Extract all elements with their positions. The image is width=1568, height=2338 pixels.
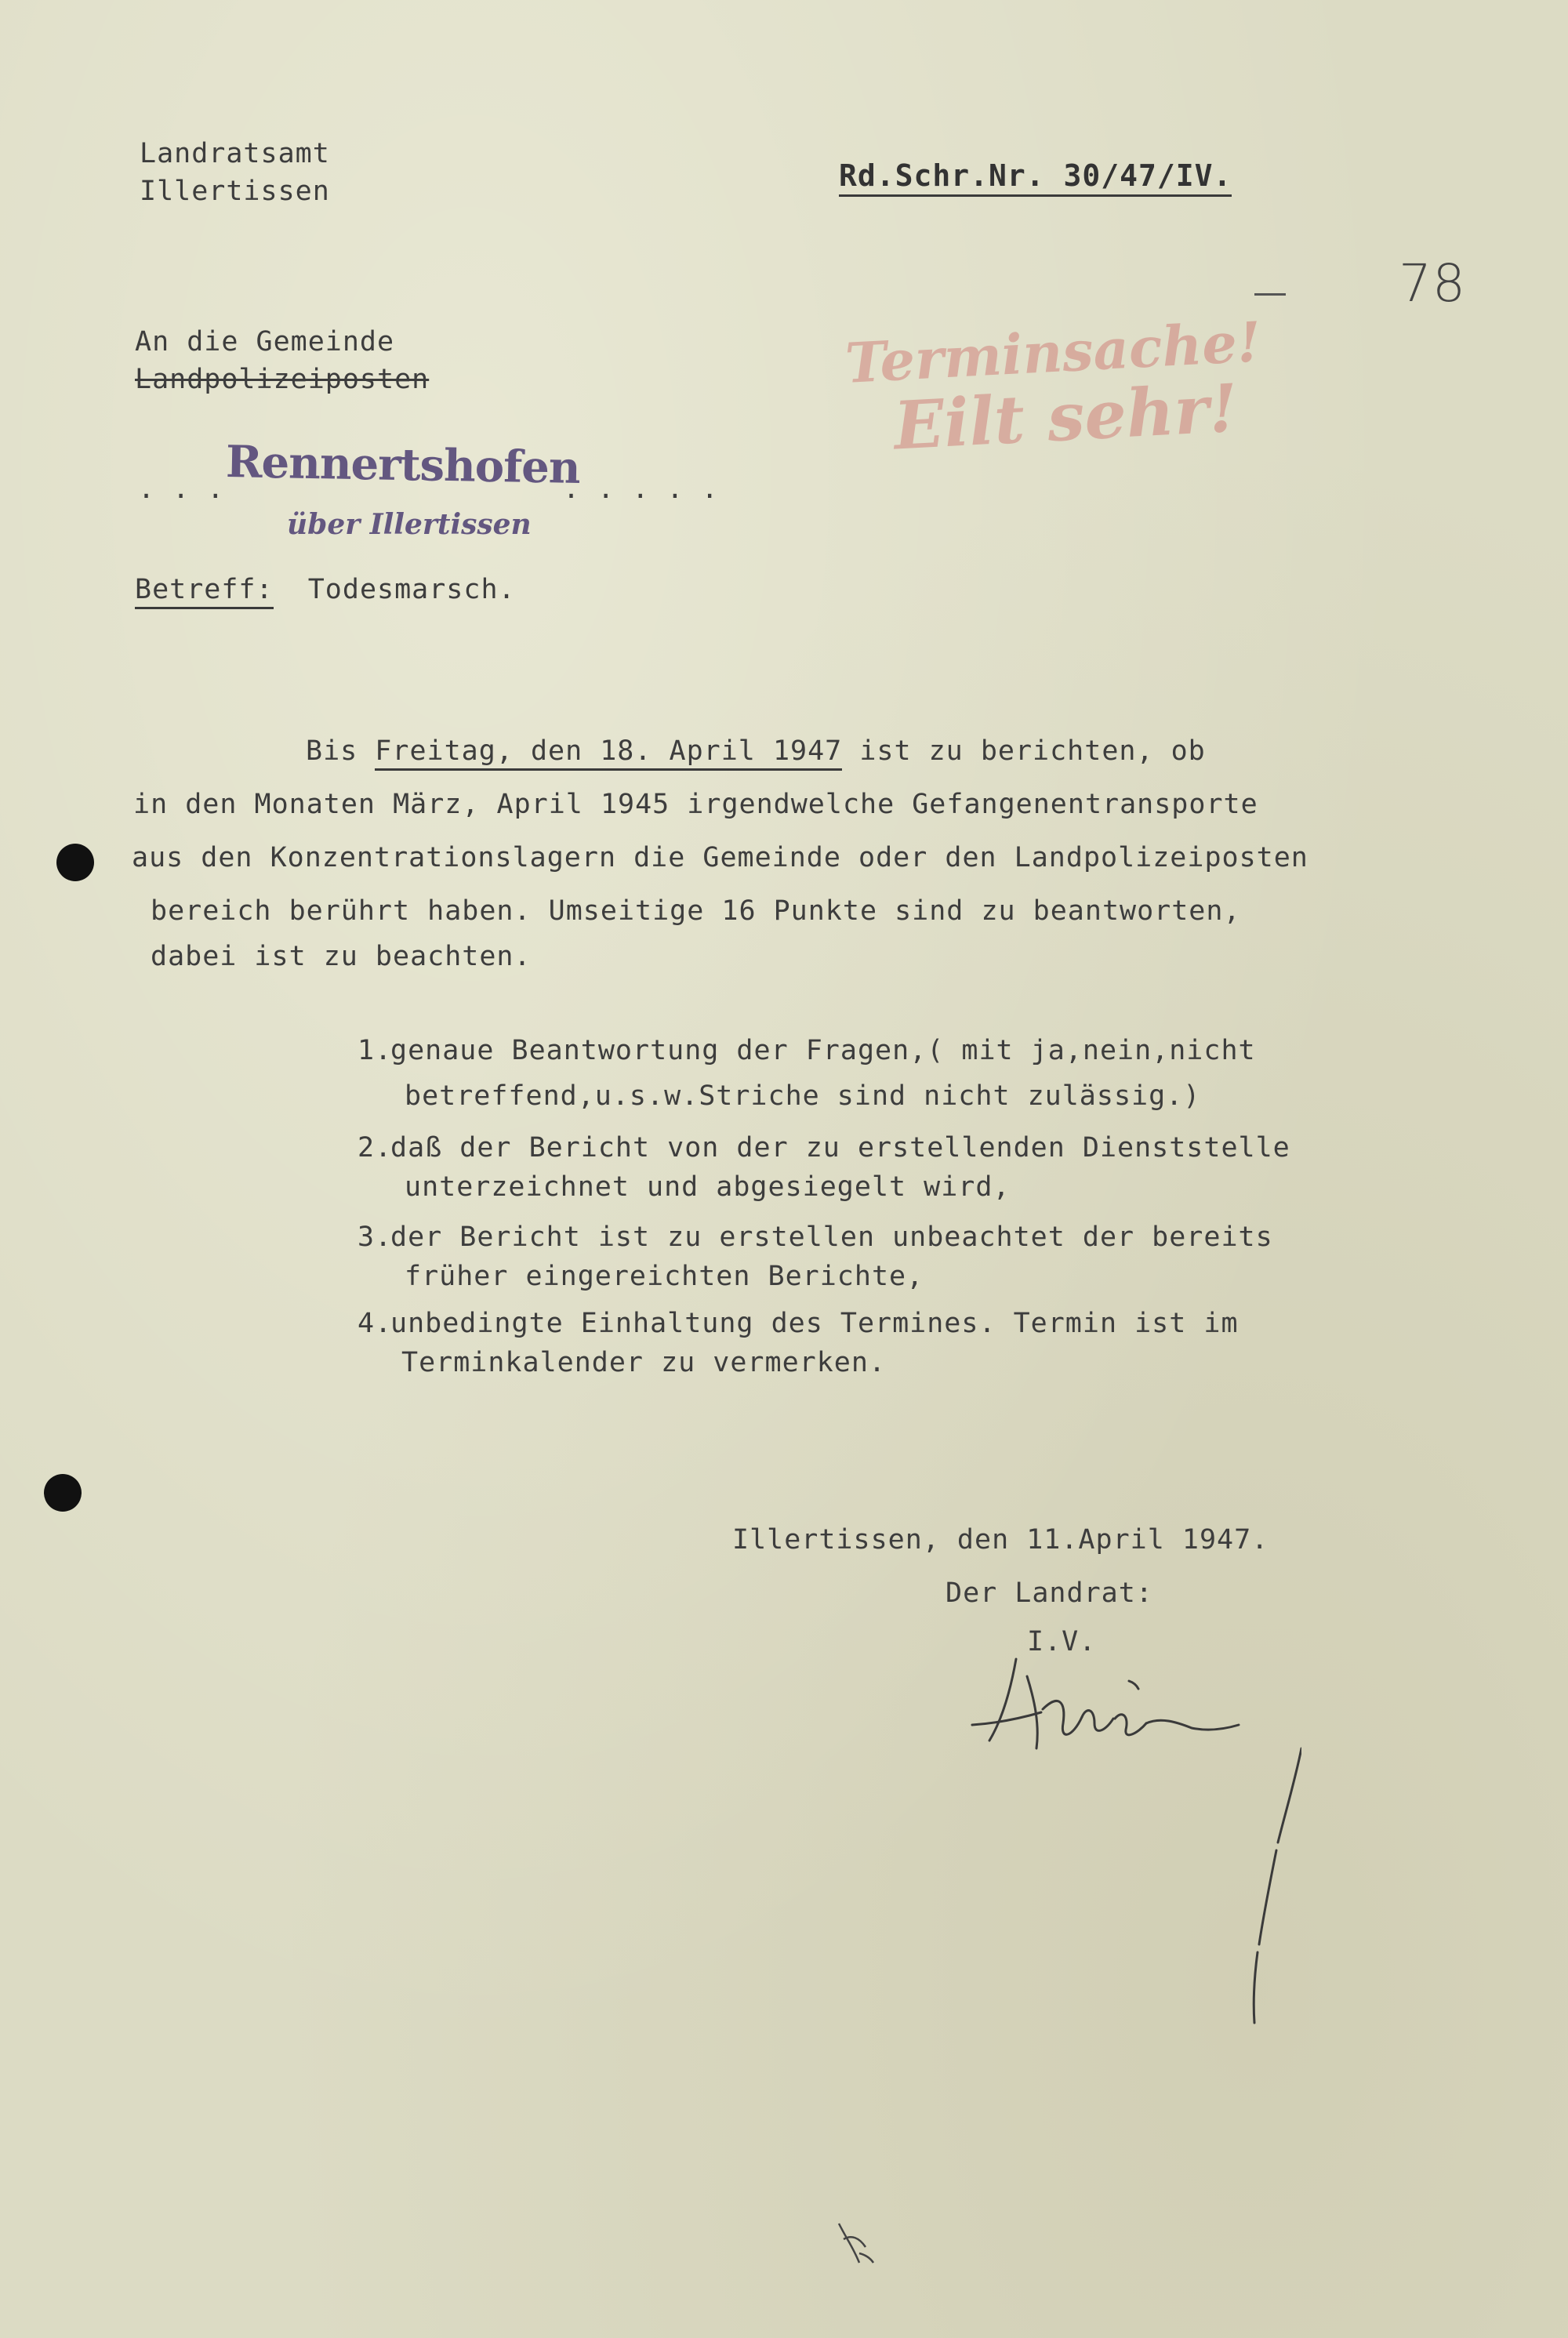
body-line-5: dabei ist zu beachten. xyxy=(151,941,532,972)
body-line-1-end: ist zu berichten, ob xyxy=(842,735,1206,767)
office-line-2: Illertissen xyxy=(140,176,330,207)
list-item-line-2: Terminkalender zu vermerken. xyxy=(401,1347,887,1378)
archive-mark-icon xyxy=(831,2216,878,2271)
list-item-number: 2. xyxy=(358,1132,393,1164)
list-item-line-2: unterzeichnet und abgesiegelt wird, xyxy=(405,1171,1011,1203)
addressee-line-2-struck: Landpolizeiposten xyxy=(135,364,430,395)
list-item-number: 3. xyxy=(358,1222,393,1253)
subject-line xyxy=(135,571,516,608)
list-item-line-1: daß der Bericht von der zu erstellenden Dienststelle xyxy=(390,1132,1290,1164)
deadline-date: Freitag, den 18. April 1947 xyxy=(375,735,842,771)
list-item-number: 1. xyxy=(358,1035,393,1066)
municipality-stamp-name: Rennertshofen xyxy=(225,436,581,494)
addressee-dots-after: . . . . . xyxy=(563,474,719,505)
place-and-date: Illertissen, den 11.April 1947. xyxy=(732,1524,1269,1556)
proxy-abbreviation: I.V. xyxy=(1027,1626,1097,1657)
subject-label: Betreff: xyxy=(135,574,274,609)
reference-text: Rd.Schr.Nr. 30/47/IV. xyxy=(839,158,1232,197)
list-item-line-1: der Bericht ist zu erstellen unbeachtet der bereits xyxy=(390,1222,1273,1253)
list-item-number: 4. xyxy=(358,1308,393,1339)
page-number: 78 xyxy=(1399,253,1466,314)
office-line-1: Landratsamt xyxy=(140,138,330,169)
page-number-dash xyxy=(1254,293,1286,296)
handwritten-signature-icon xyxy=(941,1631,1301,2038)
punch-hole-bottom xyxy=(44,1474,82,1512)
list-item-line-1: genaue Beantwortung der Fragen,( mit ja,nein,nicht xyxy=(390,1035,1256,1066)
signatory-title: Der Landrat: xyxy=(946,1577,1153,1609)
body-line-1-start: Bis xyxy=(306,735,376,767)
body-line-1 xyxy=(306,732,1206,770)
list-item-line-2: früher eingereichten Berichte, xyxy=(405,1261,924,1292)
priority-stamp-line-1: Terminsache! xyxy=(844,309,1263,396)
addressee-dots-before: . . . xyxy=(138,474,225,505)
addressee-line-1: An die Gemeinde xyxy=(135,326,395,358)
punch-hole-top xyxy=(56,844,94,881)
priority-stamp-line-2: Eilt sehr! xyxy=(891,368,1240,465)
body-line-3: aus den Konzentrationslagern die Gemeinde oder den Landpolizeiposten xyxy=(132,842,1308,873)
list-item-line-1: unbedingte Einhaltung des Termines. Termin ist im xyxy=(390,1308,1239,1339)
body-line-2: in den Monaten März, April 1945 irgendwelche Gefangenentransporte xyxy=(133,789,1258,820)
list-item-line-2: betreffend,u.s.w.Striche sind nicht zulässig.) xyxy=(405,1080,1201,1112)
subject-gap xyxy=(274,574,308,605)
reference-number xyxy=(839,157,1232,194)
municipality-stamp-subline: über Illertissen xyxy=(287,508,532,541)
body-line-4: bereich berührt haben. Umseitige 16 Punkte sind zu beantworten, xyxy=(151,895,1241,927)
subject-value: Todesmarsch. xyxy=(307,574,516,605)
